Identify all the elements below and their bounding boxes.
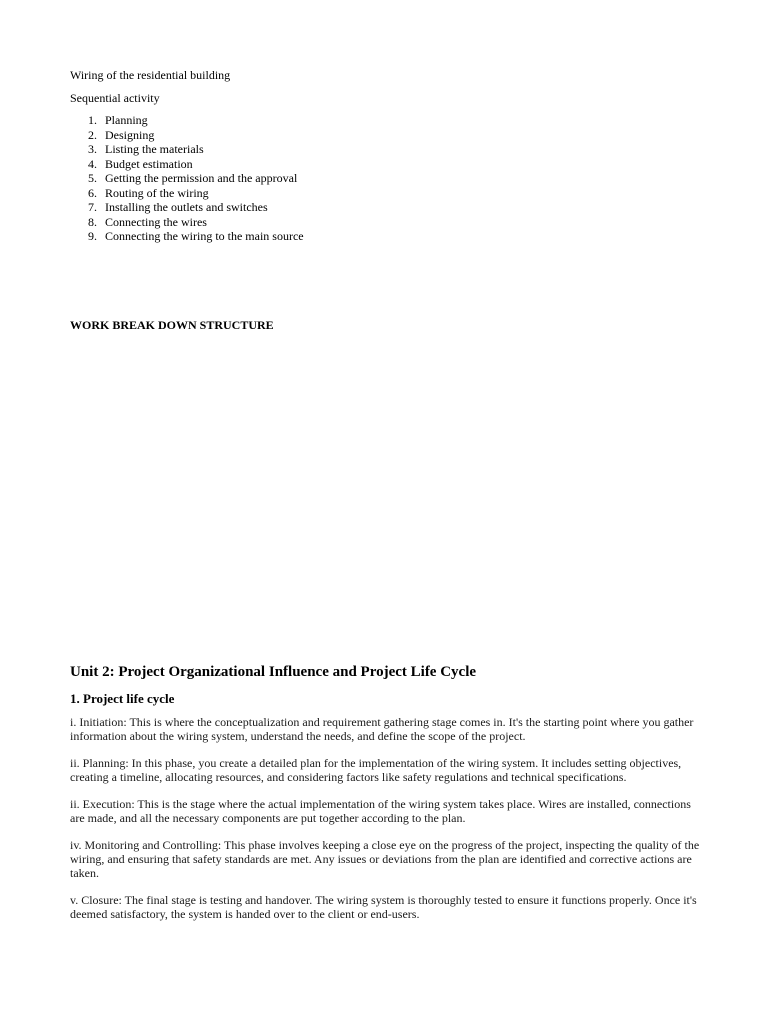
list-number: 7. — [88, 200, 97, 214]
list-item — [70, 113, 304, 128]
document-title: Wiring of the residential building — [70, 68, 231, 82]
list-number: 1. — [88, 113, 97, 127]
list-item — [70, 142, 304, 157]
list-text: Planning — [105, 113, 148, 127]
wbs-heading: WORK BREAK DOWN STRUCTURE — [70, 318, 274, 332]
paragraph-monitoring: iv. Monitoring and Controlling: This phase involves keeping a close eye on the progress of the project, inspecting the quality of the wiring, and ensuring that safety standards are met. Any issues or deviations from the plan are identified and corrective actions are taken. — [70, 838, 700, 880]
paragraph-execution: ii. Execution: This is the stage where the actual implementation of the wiring system takes place. Wires are installed, connections are made, and all the necessary components are put together according to the plan. — [70, 797, 691, 825]
list-text: Designing — [105, 127, 155, 142]
paragraph-initiation: i. Initiation: This is where the conceptualization and requirement gathering stage comes in. It's the starting point where you gather information about the wiring system, understand the needs, and define the scope of the project. — [70, 715, 694, 743]
list-number: 2. — [88, 127, 97, 142]
list-number: 8. — [88, 214, 97, 229]
unit-title: Unit 2: Project Organizational Influence and Project Life Cycle — [70, 664, 477, 680]
list-text: Listing the materials — [105, 142, 204, 156]
list-text: Connecting the wiring to the main source — [105, 229, 304, 243]
list-item — [70, 128, 304, 143]
list-item — [70, 200, 304, 215]
steps-list — [70, 113, 304, 244]
list-number: 6. — [88, 185, 97, 200]
list-text: Connecting the wires — [105, 214, 207, 229]
list-item — [70, 157, 304, 172]
list-item — [70, 171, 304, 186]
paragraph-planning: ii. Planning: In this phase, you create a detailed plan for the implementation of the wiring system. It includes setting objectives, creating a timeline, allocating resources, and considering factors like safety regulations and technical specifications. — [70, 756, 682, 784]
list-number: 5. — [88, 171, 97, 185]
list-text: Routing of the wiring — [105, 185, 209, 200]
list-item — [70, 215, 304, 230]
list-text: Getting the permission and the approval — [105, 171, 298, 185]
list-text: Budget estimation — [105, 156, 193, 171]
list-number: 4. — [88, 156, 97, 171]
list-item — [70, 186, 304, 201]
list-number: 3. — [88, 142, 97, 156]
section-title: 1. Project life cycle — [70, 691, 175, 706]
paragraph-closure: v. Closure: The final stage is testing and handover. The wiring system is thoroughly tested to ensure it functions properly. Once it's deemed satisfactory, the system is handed over to the client or end-users. — [70, 893, 697, 921]
list-number: 9. — [88, 229, 97, 243]
list-item — [70, 229, 304, 244]
sequence-label: Sequential activity — [70, 91, 160, 105]
list-text: Installing the outlets and switches — [105, 200, 268, 214]
